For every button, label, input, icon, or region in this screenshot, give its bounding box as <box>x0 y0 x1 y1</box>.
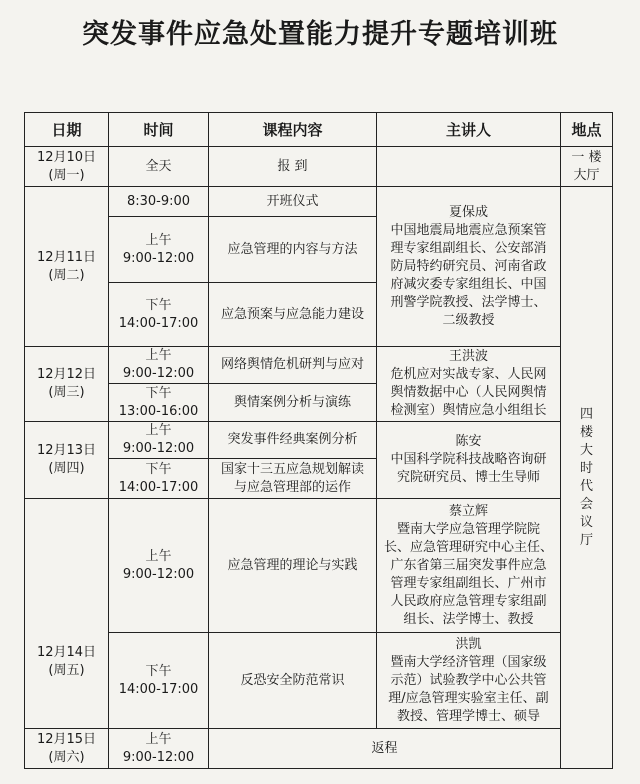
period-text: 下午 <box>145 461 172 477</box>
date-text: 12月15日 <box>36 731 97 747</box>
table-row <box>25 422 613 459</box>
speaker-cell <box>377 422 561 499</box>
time-cell <box>109 633 209 729</box>
speaker-bio-line: 示范）试验教学中心公共管 <box>390 672 547 688</box>
content-cell: 开班仪式 <box>209 187 377 217</box>
speaker-bio-line: 检测室）舆情应急小组组长 <box>390 403 547 418</box>
time-cell <box>109 283 209 347</box>
speaker-name: 夏保成 <box>448 204 488 220</box>
header-content: 课程内容 <box>209 113 377 147</box>
period-text: 下午 <box>145 663 172 679</box>
time-text: 9:00-12:00 <box>122 366 195 381</box>
header-time: 时间 <box>109 113 209 147</box>
weekday-text: (周六) <box>48 749 85 765</box>
content-cell: 突发事件经典案例分析 <box>209 422 377 459</box>
weekday-text: (周一) <box>48 167 85 183</box>
content-cell: 网络舆情危机研判与应对 <box>209 347 377 384</box>
speaker-bio-line: 刑警学院教授、法学博士、 <box>390 294 547 310</box>
speaker-bio-line: 组长、法学博士、教授 <box>403 611 534 627</box>
speaker-bio-line: 府减灾委专家组组长、中国 <box>390 276 547 292</box>
speaker-bio-line: 防局特约研究员、河南省政 <box>390 258 547 274</box>
speaker-bio-line: 教授、管理学博士、硕导 <box>396 708 540 724</box>
period-text: 上午 <box>145 423 172 438</box>
speaker-cell <box>377 633 561 729</box>
speaker-bio-line: 中国地震局地震应急预案管 <box>390 222 547 238</box>
content-cell: 舆情案例分析与演练 <box>209 384 377 422</box>
content-cell: 反恐安全防范常识 <box>209 633 377 729</box>
speaker-bio-line: 管理专家组副组长、广州市 <box>390 575 547 591</box>
time-cell <box>109 384 209 422</box>
table-row <box>25 729 613 769</box>
speaker-name: 陈安 <box>455 434 482 449</box>
speaker-bio-line: 理/应急管理实验室主任、副 <box>388 690 549 706</box>
header-speaker: 主讲人 <box>377 113 561 147</box>
speaker-bio-line: 危机应对实战专家、人民网 <box>390 367 547 382</box>
date-cell <box>25 347 109 422</box>
venue-char: 议 <box>579 514 593 530</box>
date-cell <box>25 187 109 347</box>
venue-char: 时 <box>579 460 593 476</box>
speaker-cell <box>377 499 561 633</box>
time-text: 13:00-16:00 <box>118 403 199 419</box>
date-text: 12月12日 <box>36 367 97 382</box>
venue-char: 代 <box>579 478 593 494</box>
content-line: 与应急管理部的运作 <box>233 479 351 495</box>
date-text: 12月10日 <box>36 149 97 165</box>
page-title: 突发事件应急处置能力提升专题培训班 <box>82 19 558 50</box>
content-cell: 返程 <box>209 729 561 769</box>
time-text: 9:00-12:00 <box>122 566 195 582</box>
venue-text: 一 楼 <box>571 149 602 165</box>
date-cell <box>25 729 109 769</box>
date-text: 12月11日 <box>36 249 97 265</box>
weekday-text: (周四) <box>48 461 85 476</box>
table-row <box>25 633 613 729</box>
speaker-cell <box>377 187 561 347</box>
table-row <box>25 187 613 217</box>
speaker-bio-line: 中国科学院科技战略咨询研 <box>390 452 547 467</box>
period-text: 上午 <box>145 548 172 564</box>
date-text: 12月14日 <box>36 645 97 660</box>
content-cell: 应急管理的内容与方法 <box>209 217 377 283</box>
content-cell: 应急预案与应急能力建设 <box>209 283 377 347</box>
speaker-bio-line: 暨南大学经济管理（国家级 <box>390 654 547 670</box>
schedule-table <box>24 112 613 769</box>
period-text: 下午 <box>145 385 172 401</box>
speaker-bio-line: 理专家组副组长、公安部消 <box>390 240 547 256</box>
weekday-text: (周二) <box>48 267 85 283</box>
time-cell: 8:30-9:00 <box>109 187 209 217</box>
time-cell <box>109 347 209 384</box>
period-text: 下午 <box>145 297 172 313</box>
venue-char: 四 <box>579 406 593 422</box>
time-cell <box>109 459 209 499</box>
date-cell <box>25 147 109 187</box>
time-text: 14:00-17:00 <box>118 681 199 697</box>
time-text: 14:00-17:00 <box>118 315 199 331</box>
speaker-bio-line: 舆情数据中心（人民网舆情 <box>390 385 547 400</box>
date-cell <box>25 422 109 499</box>
venue-cell <box>561 187 613 769</box>
speaker-cell-empty <box>377 147 561 187</box>
speaker-bio-line: 广东省第三届突发事件应急 <box>390 557 547 573</box>
speaker-bio-line: 二级教授 <box>442 312 495 328</box>
venue-char: 厅 <box>579 532 593 548</box>
time-cell: 全天 <box>109 147 209 187</box>
weekday-text: (周五) <box>48 663 85 678</box>
header-row <box>25 113 613 147</box>
speaker-name: 洪凯 <box>455 636 482 652</box>
period-text: 上午 <box>145 731 172 747</box>
time-text: 9:00-12:00 <box>122 441 195 456</box>
header-venue: 地点 <box>561 113 613 147</box>
venue-char: 大 <box>579 442 593 458</box>
venue-char: 楼 <box>579 424 593 440</box>
venue-text: 大厅 <box>573 167 600 183</box>
venue-cell <box>561 147 613 187</box>
speaker-name: 王洪波 <box>448 349 488 364</box>
speaker-bio-line: 长、应急管理研究中心主任、 <box>383 539 553 555</box>
time-text: 14:00-17:00 <box>118 479 199 495</box>
content-line: 国家十三五应急规划解读 <box>220 461 364 477</box>
speaker-bio-line: 究院研究员、博士生导师 <box>396 470 540 485</box>
weekday-text: (周三) <box>48 385 85 400</box>
speaker-name: 蔡立辉 <box>448 503 488 519</box>
speaker-cell <box>377 347 561 422</box>
table-row <box>25 347 613 384</box>
date-cell <box>25 499 109 729</box>
venue-char: 会 <box>579 496 593 512</box>
time-cell <box>109 422 209 459</box>
content-cell <box>209 459 377 499</box>
time-cell <box>109 217 209 283</box>
content-cell: 报 到 <box>209 147 377 187</box>
header-date: 日期 <box>25 113 109 147</box>
period-text: 上午 <box>145 348 172 363</box>
date-text: 12月13日 <box>36 443 97 458</box>
table-row <box>25 147 613 187</box>
time-text: 9:00-12:00 <box>122 250 195 266</box>
time-text: 9:00-12:00 <box>122 749 195 765</box>
content-cell: 应急管理的理论与实践 <box>209 499 377 633</box>
time-cell <box>109 499 209 633</box>
speaker-bio-line: 人民政府应急管理专家组副 <box>390 593 547 609</box>
period-text: 上午 <box>145 232 172 248</box>
speaker-bio-line: 暨南大学应急管理学院院 <box>396 521 540 537</box>
table-row <box>25 499 613 633</box>
time-cell <box>109 729 209 769</box>
